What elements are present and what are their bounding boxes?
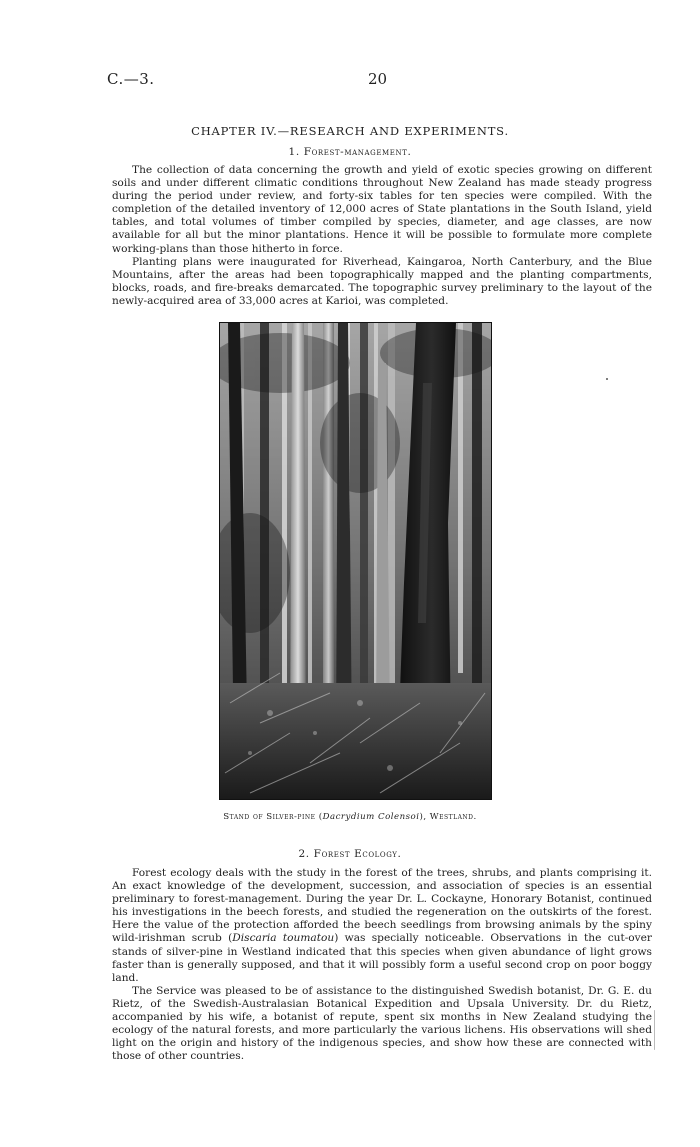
section-body-forest-ecology	[112, 867, 652, 1063]
section-heading-text: 1. Forest-management.	[288, 146, 412, 158]
report-reference: C.—3.	[107, 70, 155, 88]
paragraph-text: Forest ecology deals with the study in the forest of the trees, shrubs, and plants comprising it. An exact knowledge of the development, succession, and association of species is an essential preliminary to forest-management. During the year Dr. L. Cockayne, Honorary Botanist, continued his investigations in the beech forests, and studied the regeneration on the outskirts of the forest. Here the value of the protection afforded the beech seedlings from browsing animals by the spiny wild-irishman scrub (	[112, 867, 652, 945]
section-heading-forest-ecology	[0, 848, 700, 860]
caption-suffix: ), Westland.	[419, 812, 477, 822]
section-heading-text: 2. Forest Ecology.	[298, 848, 402, 860]
forest-photograph	[219, 322, 492, 800]
silver-pine-stand-illustration	[220, 323, 491, 799]
page-number: 20	[368, 70, 388, 88]
caption-species: Dacrydium Colensoi	[322, 812, 420, 822]
paragraph: Planting plans were inaugurated for Riverhead, Kaingaroa, North Canterbury, and the Blue Mountains, after the areas had been topographically mapped and the planting compartments, blocks, roads, and fire-breaks demarcated. The topographic survey preliminary to the layout of the newly-acquired area of 33,000 acres at Karioi, was completed.	[112, 255, 652, 307]
paragraph: The Service was pleased to be of assistance to the distinguished Swedish botanist, Dr. G. E. du Rietz, of the Swedish-Australasian Botanical Expedition and Upsala University. Dr. du Rietz, accompanied by his wife, a botanist of repute, spent six months in New Zealand studying the ecology of the natural forests, and more particularly the various lichens. His observations will shed light on the origin and history of the indigenous species, and show how these are connected with those of other countries.	[112, 984, 652, 1063]
chapter-title: CHAPTER IV.—RESEARCH AND EXPERIMENTS.	[191, 124, 509, 138]
print-speck	[606, 378, 608, 380]
section-heading-forest-management	[0, 146, 700, 158]
species-name: Discaria toumatou	[232, 932, 335, 945]
print-speck	[654, 1010, 655, 1050]
paragraph: The collection of data concerning the growth and yield of exotic species growing on different soils and under different climatic conditions throughout New Zealand has made steady progress during the period under review, and forty-six tables for ten species were compiled. With the completion of the detailed inventory of 12,000 acres of State plantations in the South Island, yield tables, and total volumes of timber compiled by species, diameter, and age classes, are now available for all but the minor plantations. Hence it will be possible to formulate more complete working-plans than those hitherto in force.	[112, 164, 652, 255]
section-body-forest-management	[112, 164, 652, 308]
paragraph	[112, 867, 652, 985]
caption-prefix: Stand of Silver-pine (	[223, 812, 323, 822]
photo-caption	[0, 812, 700, 822]
paragraph-text: ) was specially noticeable. Observations in the cut-over stands of silver-pine in Westland indicated that this species when given abundance of light grows faster than is generally supposed, and that it will possibly form a useful second crop on poor boggy land.	[112, 932, 652, 984]
